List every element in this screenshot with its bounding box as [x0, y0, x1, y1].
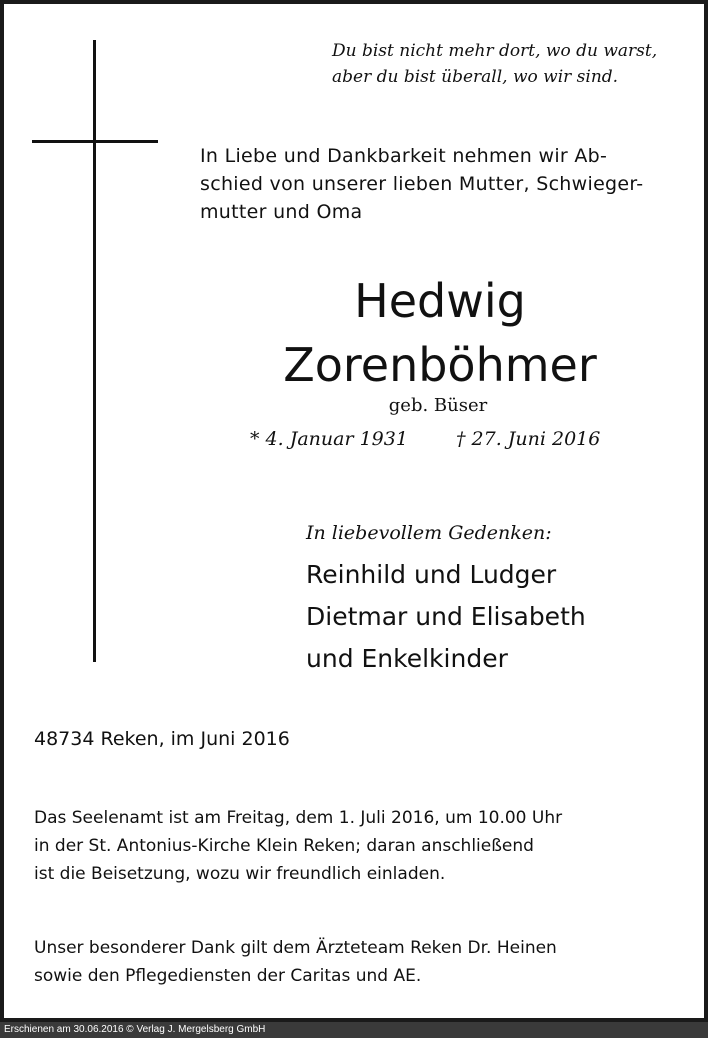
deceased-last-name: Zorenböhmer [283, 338, 597, 392]
intro-line-2: schied von unserer lieben Mutter, Schwieger- [200, 173, 644, 195]
poem-verse [332, 38, 657, 90]
service-line-1: Das Seelenamt ist am Freitag, dem 1. Juli 2016, um 10.00 Uhr [34, 808, 563, 828]
mourner-1: Reinhild und Ludger [306, 560, 557, 589]
mourner-3: und Enkelkinder [306, 644, 508, 673]
place-and-date: 48734 Reken, im Juni 2016 [34, 728, 290, 750]
poem-line-2: aber du bist überall, wo wir sind. [332, 67, 619, 87]
poem-line-1: Du bist nicht mehr dort, wo du warst, [332, 41, 658, 61]
service-info [34, 804, 562, 888]
thanks-note [34, 934, 557, 990]
thanks-line-2: sowie den Pflegediensten der Caritas und AE. [34, 966, 422, 986]
cross-horizontal-bar [32, 140, 158, 143]
intro-text [200, 142, 643, 226]
deceased-first-name: Hedwig [354, 274, 526, 328]
thanks-line-1: Unser besonderer Dank gilt dem Ärzteteam Reken Dr. Heinen [34, 938, 557, 958]
footer-text: Erschienen am 30.06.2016 © Verlag J. Mergelsberg GmbH [4, 1024, 266, 1035]
intro-line-1: In Liebe und Dankbarkeit nehmen wir Ab- [200, 145, 608, 167]
mourners-heading: In liebevollem Gedenken: [306, 522, 552, 544]
publication-footer [0, 1022, 708, 1038]
service-line-3: ist die Beisetzung, wozu wir freundlich einladen. [34, 864, 446, 884]
intro-line-3: mutter und Oma [200, 201, 363, 223]
mourner-2: Dietmar und Elisabeth [306, 602, 586, 631]
birth-date: * 4. Januar 1931 [250, 428, 408, 450]
death-date: † 27. Juni 2016 [456, 428, 601, 450]
mourners-list [306, 554, 586, 680]
service-line-2: in der St. Antonius-Kirche Klein Reken; daran anschließend [34, 836, 534, 856]
deceased-maiden-name: geb. Büser [388, 395, 488, 416]
